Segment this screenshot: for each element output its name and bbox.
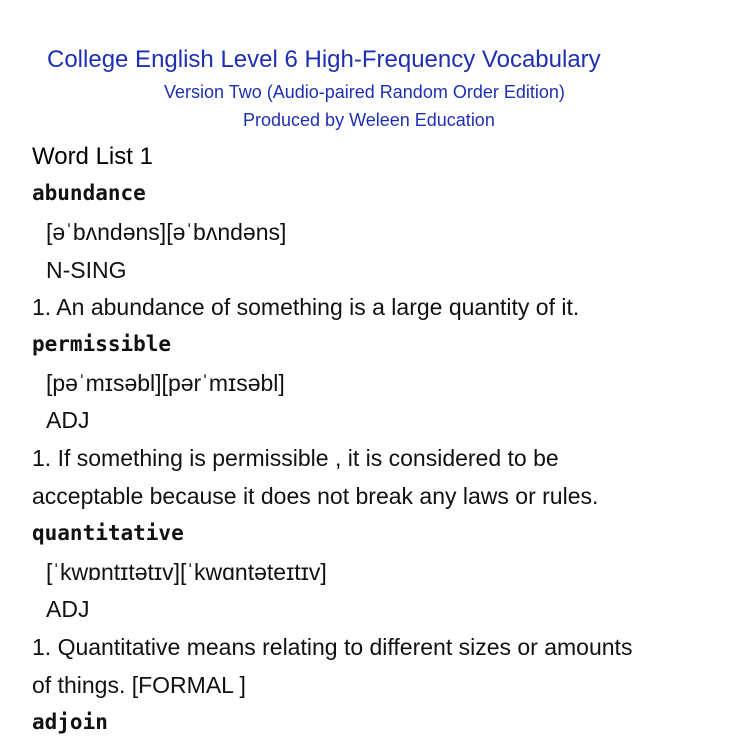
entry-definition-line: 1. If something is permissible , it is considered to be: [32, 445, 559, 471]
entry-word: permissible: [32, 332, 172, 356]
entry-definition-line: 1. Quantitative means relating to different sizes or amounts: [32, 634, 633, 660]
document-version: Version Two (Audio-paired Random Order Edition): [164, 82, 565, 102]
entry-phonetic: [ˈkwɒntɪtətɪv][ˈkwɑntəteɪtɪv]: [46, 559, 327, 585]
entry-definition-line: 1. An abundance of something is a large quantity of it.: [32, 294, 580, 320]
document-producer: Produced by Weleen Education: [243, 110, 495, 130]
document-title: College English Level 6 High-Frequency Vocabulary: [47, 46, 601, 73]
entry-word: abundance: [32, 181, 146, 205]
entry-phonetic: [əˈbʌndəns][əˈbʌndəns]: [46, 219, 287, 245]
entry-phonetic: [pəˈmɪsəbl][pərˈmɪsəbl]: [46, 370, 285, 396]
entry-definition-line: of things. [FORMAL ]: [32, 672, 246, 698]
entry-part-of-speech: N-SING: [46, 257, 127, 283]
entry-part-of-speech: ADJ: [46, 596, 90, 622]
entry-part-of-speech: ADJ: [46, 407, 90, 433]
word-list-title: Word List 1: [32, 143, 153, 170]
entry-word: adjoin: [32, 710, 108, 734]
entry-word: quantitative: [32, 521, 184, 545]
entry-definition-line: acceptable because it does not break any laws or rules.: [32, 483, 599, 509]
